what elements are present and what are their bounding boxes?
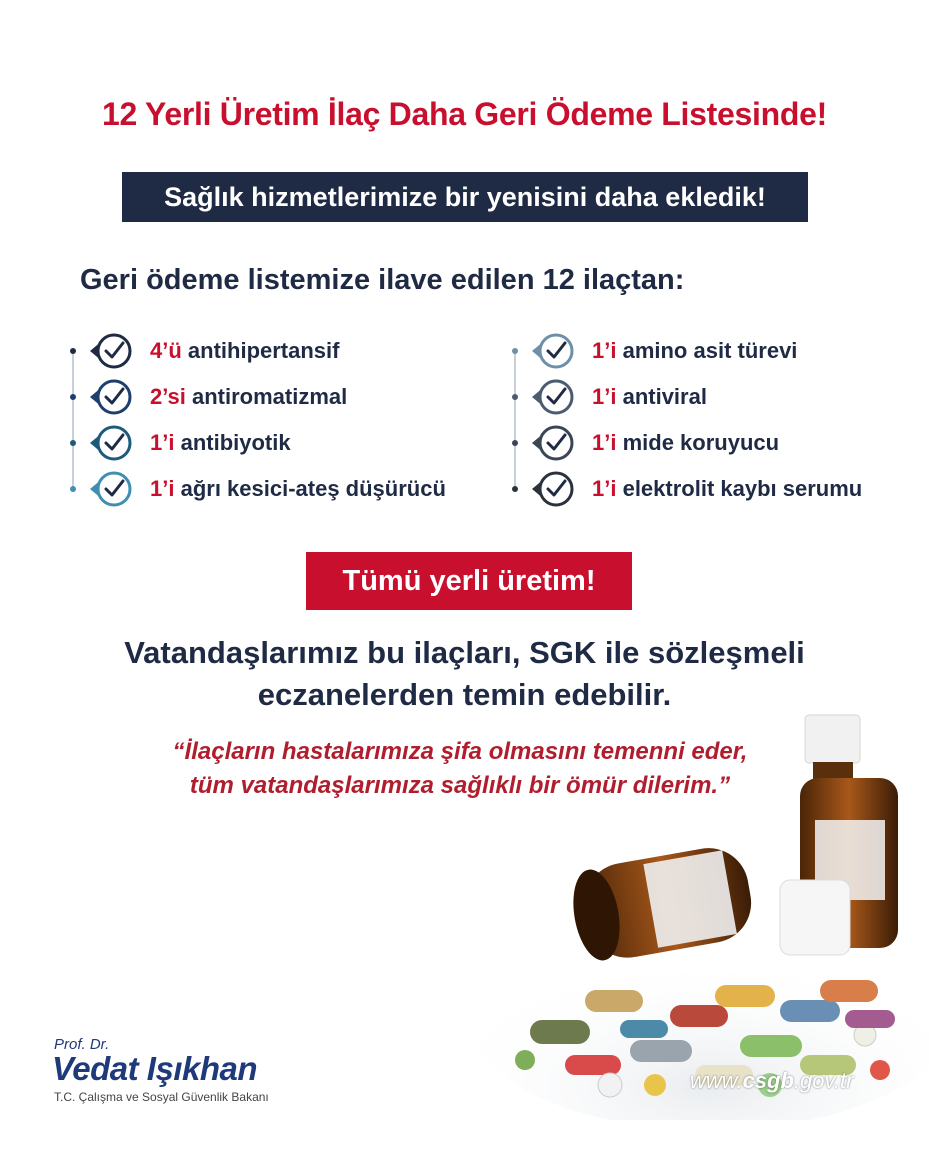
list-item bbox=[512, 467, 862, 511]
subtitle-text: Sağlık hizmetlerimize bir yenisini daha ekledik! bbox=[164, 181, 766, 212]
website-domain: csgb bbox=[742, 1068, 794, 1093]
citizens-line-1: Vatandaşlarımız bu ilaçları, SGK ile sözleşmeli bbox=[124, 635, 805, 670]
list-item bbox=[512, 375, 862, 419]
left-drug-list bbox=[70, 329, 446, 511]
checkmark-icon bbox=[530, 331, 574, 371]
drug-category-text bbox=[592, 430, 779, 456]
drug-category-text bbox=[150, 476, 446, 502]
drug-count: 2’si bbox=[150, 384, 186, 409]
headline: 12 Yerli Üretim İlaç Daha Geri Ödeme Listesinde! bbox=[102, 96, 827, 132]
domestic-text: Tümü yerli üretim! bbox=[342, 564, 596, 597]
list-item bbox=[70, 421, 446, 465]
medicine-illustration-image bbox=[470, 690, 929, 1120]
bullet-dot-icon bbox=[512, 486, 518, 492]
list-item bbox=[512, 329, 862, 373]
drug-category: antiromatizmal bbox=[185, 384, 348, 409]
quote-line-2: tüm vatandaşlarımıza sağlıklı bir ömür dilerim.” bbox=[189, 772, 731, 799]
drug-category: antiviral bbox=[616, 384, 707, 409]
drug-count: 1’i bbox=[592, 430, 617, 455]
website-watermark bbox=[690, 1068, 853, 1094]
drug-category: elektrolit kaybı serumu bbox=[616, 476, 863, 501]
signature-title: Prof. Dr. bbox=[54, 1036, 110, 1053]
checkmark-icon bbox=[88, 423, 132, 463]
bullet-dot-icon bbox=[512, 440, 518, 446]
bullet-dot-icon bbox=[512, 348, 518, 354]
list-item bbox=[512, 421, 862, 465]
citizens-line-2: eczanelerden temin edebilir. bbox=[257, 677, 672, 712]
domestic-production-banner bbox=[306, 552, 632, 610]
website-post: .gov.tr bbox=[793, 1068, 854, 1093]
drug-category: mide koruyucu bbox=[616, 430, 780, 455]
drug-category-text bbox=[150, 384, 347, 410]
list-item bbox=[70, 375, 446, 419]
checkmark-icon bbox=[88, 469, 132, 509]
drug-category-text bbox=[592, 476, 862, 502]
quote-line-1: “İlaçların hastalarımıza şifa olmasını temenni eder, bbox=[172, 738, 748, 765]
bullet-dot-icon bbox=[70, 394, 76, 400]
drug-count: 1’i bbox=[150, 430, 175, 455]
drug-category: ağrı kesici-ateş düşürücü bbox=[174, 476, 446, 501]
list-item bbox=[70, 329, 446, 373]
drug-category: antihipertansif bbox=[181, 338, 340, 363]
drug-category: amino asit türevi bbox=[616, 338, 798, 363]
website-pre: www. bbox=[690, 1068, 743, 1093]
right-drug-list bbox=[512, 329, 862, 511]
checkmark-icon bbox=[530, 469, 574, 509]
drug-count: 4’ü bbox=[150, 338, 182, 363]
signature-role: T.C. Çalışma ve Sosyal Güvenlik Bakanı bbox=[54, 1090, 269, 1104]
drug-category-text bbox=[592, 338, 797, 364]
drug-category-text bbox=[150, 338, 339, 364]
drug-count: 1’i bbox=[592, 384, 617, 409]
drug-count: 1’i bbox=[592, 338, 617, 363]
checkmark-icon bbox=[530, 423, 574, 463]
bullet-dot-icon bbox=[512, 394, 518, 400]
drug-count: 1’i bbox=[150, 476, 175, 501]
checkmark-icon bbox=[530, 377, 574, 417]
bullet-dot-icon bbox=[70, 348, 76, 354]
drug-category: antibiyotik bbox=[174, 430, 291, 455]
subtitle-banner bbox=[122, 172, 808, 222]
bullet-dot-icon bbox=[70, 440, 76, 446]
checkmark-icon bbox=[88, 331, 132, 371]
list-item bbox=[70, 467, 446, 511]
drug-count: 1’i bbox=[592, 476, 617, 501]
drug-category-text bbox=[592, 384, 707, 410]
intro-heading: Geri ödeme listemize ilave edilen 12 ilaçtan: bbox=[80, 264, 685, 296]
checkmark-icon bbox=[88, 377, 132, 417]
drug-category-text bbox=[150, 430, 291, 456]
signature-name: Vedat Işıkhan bbox=[52, 1050, 258, 1087]
bullet-dot-icon bbox=[70, 486, 76, 492]
